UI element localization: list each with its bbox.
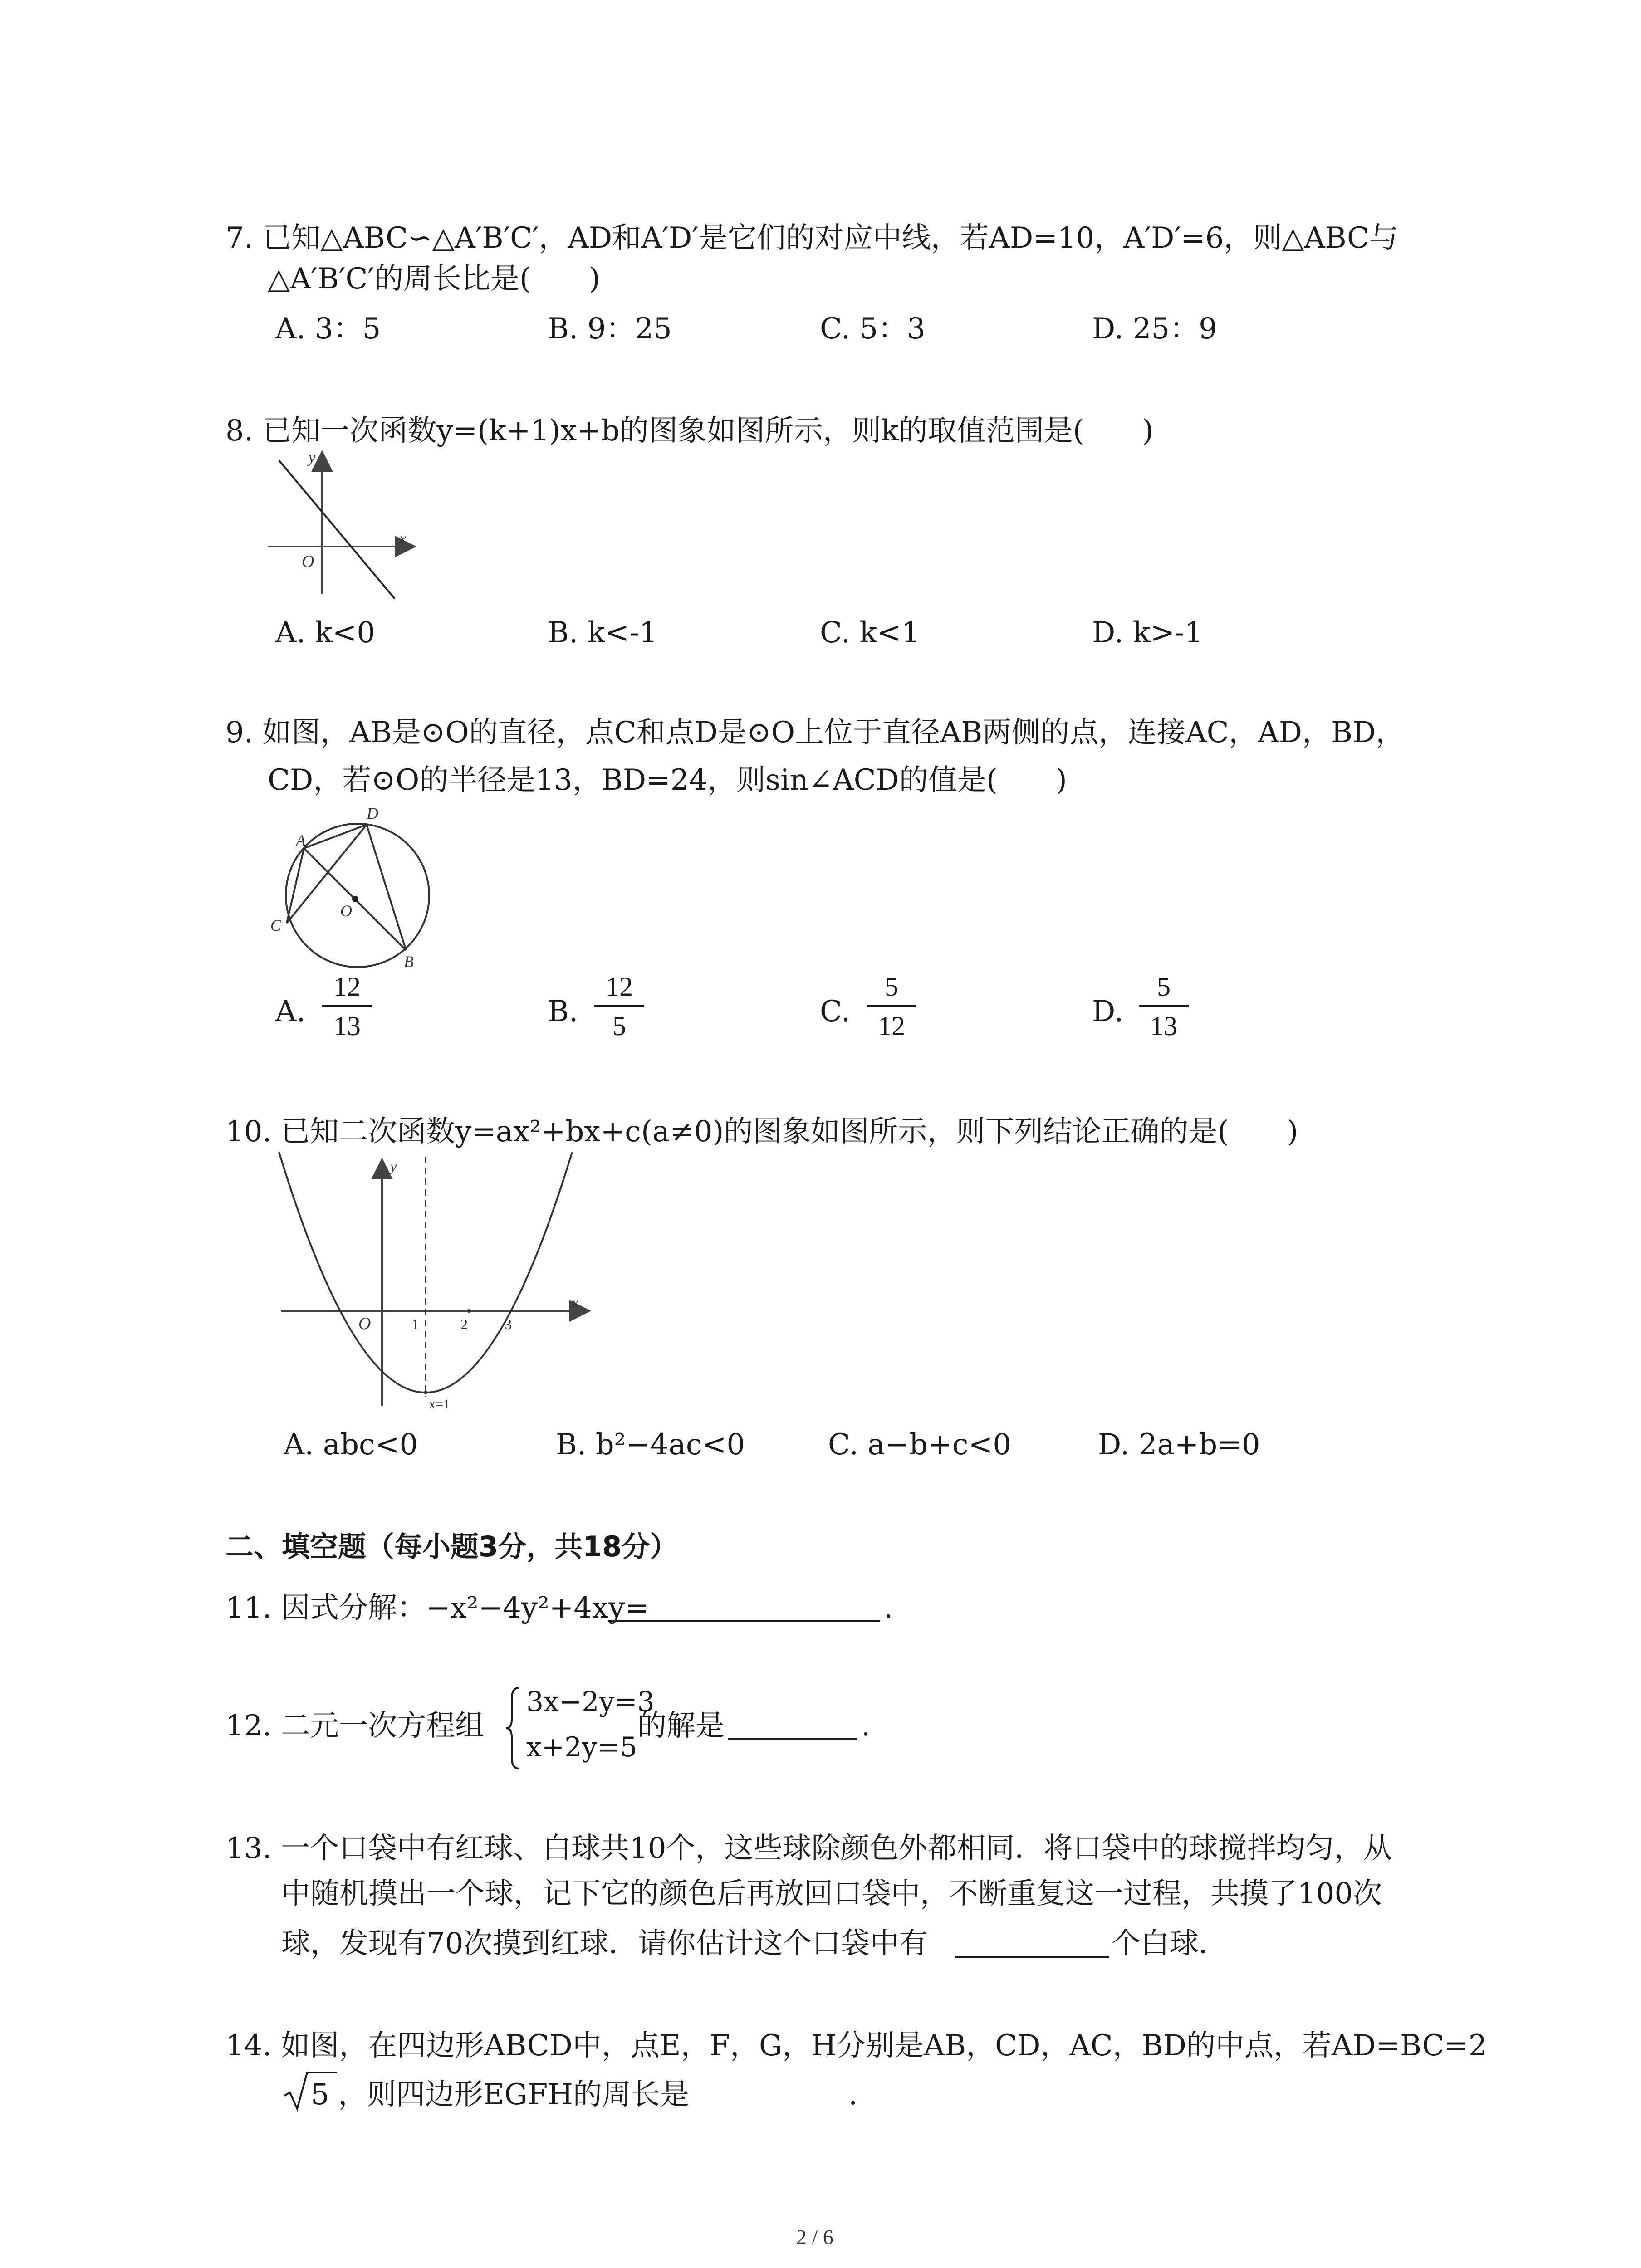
q7-line1: 7. 已知△ABC∽△A′B′C′，AD和A′D′是它们的对应中线，若AD=10，A′D′=6，则△ABC与 [225,221,1398,255]
q12-answer-blank[interactable] [728,1738,857,1740]
q9-center-dot [352,896,358,902]
q10-x-label: x [572,1294,578,1310]
q11-text: 11. 因式分解：−x²−4y²+4xy= [225,1591,649,1625]
q10-option-d: D. 2a+b=0 [1098,1428,1260,1461]
q9-label-b: B [404,953,414,971]
q9-label-o: O [340,902,352,920]
q8-option-c: C. k<1 [820,616,920,650]
q10-parabola-graph [279,1152,597,1411]
q9-option-c-fraction [867,971,916,1042]
q8-origin-label: O [302,552,314,571]
q10-y-label: y [390,1158,397,1174]
q9-option-a-denominator: 13 [333,1011,361,1041]
q10-tick-1: 1 [411,1316,419,1332]
q12-suffix: 的解是 [637,1709,725,1743]
q9-option-d-numerator: 5 [1157,972,1171,1002]
q9-label-d: D [367,804,378,822]
q10-option-b: B. b²−4ac<0 [556,1428,745,1461]
q8-linear-graph [263,449,417,599]
q9-label-c: C [270,916,282,934]
q10-axis-label: x=1 [429,1397,450,1412]
q12-equation-1: 3x−2y=3 [526,1686,655,1718]
q13-line3-end: 个白球． [1112,1927,1228,1960]
q9-option-d-fraction [1139,971,1189,1042]
q9-option-b-denominator: 5 [612,1011,626,1041]
q11-answer-blank[interactable] [608,1620,880,1622]
q9-label-a: A [296,831,306,850]
q8-x-label: x [399,530,407,547]
q12-prefix: 12. 二元一次方程组 [225,1709,485,1743]
q7-option-d: D. 25：9 [1092,312,1217,346]
q10-option-a: A. abc<0 [284,1428,418,1461]
q13-line3-start: 球，发现有70次摸到红球．请你估计这个口袋中有 [281,1927,928,1960]
q13-line2: 中随机摸出一个球，记下它的颜色后再放回口袋中，不断重复这一过程，共摸了100次 [281,1877,1382,1911]
q10-tick-3: 3 [505,1316,512,1332]
q10-tick-2: 2 [460,1316,468,1332]
q7-option-b: B. 9：25 [548,312,672,346]
q12-equation-2: x+2y=5 [526,1731,637,1763]
q8-option-b: B. k<-1 [548,616,658,650]
fraction-bar [322,1005,372,1007]
q9-option-a-numerator: 12 [333,972,361,1002]
q7-line2: △A′B′C′的周长比是( ) [268,262,600,296]
section-title: 二、填空题（每小题3分，共18分） [225,1530,678,1563]
q9-option-a-label: A. [275,995,306,1028]
q9-option-b-label: B. [548,995,578,1028]
q9-option-a-fraction [322,971,372,1042]
q10-tick-dot-2 [467,1309,471,1313]
q9-option-d-label: D. [1092,995,1124,1028]
q9-option-d-denominator: 13 [1150,1011,1177,1041]
q9-option-b-fraction [594,971,644,1042]
q9-option-c-denominator: 12 [878,1011,905,1041]
q10-origin-label: O [358,1314,371,1333]
q9-option-c-numerator: 5 [885,972,898,1002]
q14-line2: ，则四边形EGFH的周长是 [338,2078,690,2112]
q10-option-c: C. a−b+c<0 [828,1428,1011,1461]
q13-answer-blank[interactable] [955,1956,1109,1958]
q9-line1: 9. 如图，AB是⊙O的直径，点C和点D是⊙O上位于直径AB两侧的点，连接AC，AD，BD， [225,716,1405,749]
q14-end: . [848,2078,858,2112]
q10-text: 10. 已知二次函数y=ax²+bx+c(a≠0)的图象如图所示，则下列结论正确的是( ) [225,1115,1298,1149]
q7-option-a: A. 3：5 [275,312,381,346]
q8-y-label: y [309,450,316,466]
q14-radicand: 5 [311,2078,329,2112]
q14-line1: 14. 如图，在四边形ABCD中，点E，F，G，H分别是AB，CD，AC，BD的中点，若AD=BC=2 [225,2029,1487,2063]
q11-end: . [884,1591,893,1625]
q8-option-d: D. k>-1 [1092,616,1203,650]
q9-circle-figure [268,803,440,975]
q14-answer-blank[interactable] [699,2107,848,2109]
q9-option-b-numerator: 12 [606,972,633,1002]
q9-line2: CD，若⊙O的半径是13，BD=24，则sin∠ACD的值是( ) [268,763,1067,797]
q7-option-c: C. 5：3 [820,312,926,346]
q9-option-c-label: C. [820,995,851,1028]
q8-option-a: A. k<0 [275,616,376,650]
q8-text: 8. 已知一次函数y=(k+1)x+b的图象如图所示，则k的取值范围是( ) [225,414,1154,448]
q10-vertex-dot [424,1391,427,1394]
page-number: 2 / 6 [796,2225,833,2248]
q8-function-line [279,460,395,599]
fraction-bar [867,1005,916,1007]
q13-line1: 13. 一个口袋中有红球、白球共10个，这些球除颜色外都相同．将口袋中的球搅拌均匀，从 [225,1832,1392,1865]
q12-end: . [861,1709,871,1743]
q12-brace [505,1685,523,1771]
q9-circle [286,824,429,967]
fraction-bar [594,1005,644,1007]
fraction-bar [1139,1005,1189,1007]
